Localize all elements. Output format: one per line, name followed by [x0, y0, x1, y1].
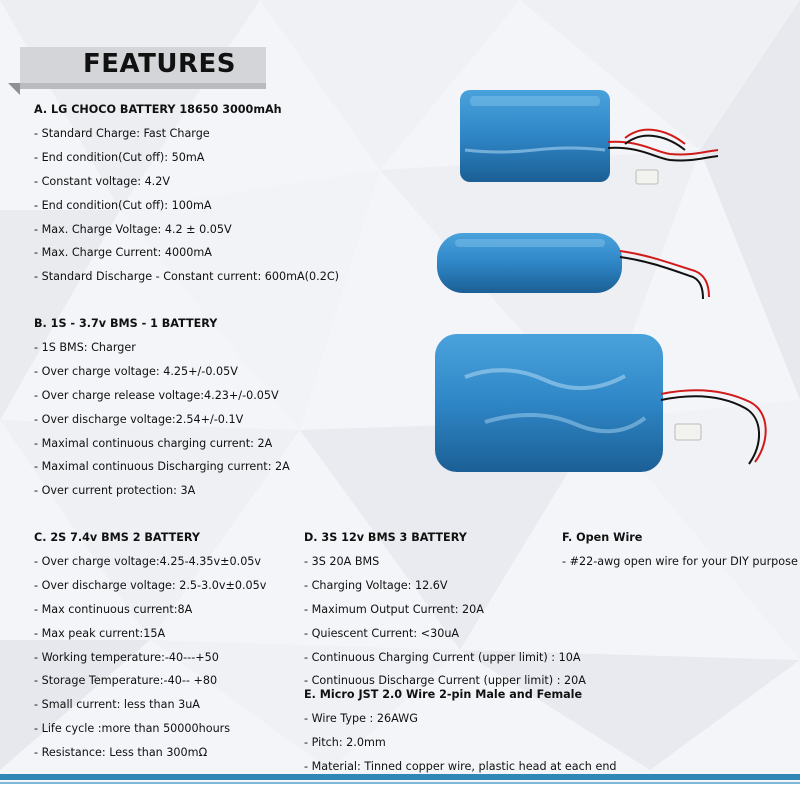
- section-f-open-wire: [562, 526, 798, 574]
- section-b-1s-bms: [34, 312, 290, 503]
- spec-item: - Max. Charge Current: 4000mA: [34, 246, 212, 260]
- spec-item: - Small current: less than 3uA: [34, 698, 200, 712]
- features-title: FEATURES: [83, 49, 236, 79]
- spec-item: - Max peak current:15A: [34, 626, 166, 640]
- spec-item: - Maximal continuous Discharging current: 2A: [34, 460, 290, 474]
- spec-item: - Over charge voltage:4.25-4.35v±0.05v: [34, 554, 262, 568]
- section-e-micro-jst-wire: [304, 683, 617, 779]
- spec-item: - Constant voltage: 4.2V: [34, 174, 171, 188]
- section-e-heading: E. Micro JST 2.0 Wire 2-pin Male and Female: [304, 688, 583, 701]
- spec-item: - Standard Discharge - Constant current: 600mA(0.2C): [34, 270, 340, 284]
- spec-item: - Max. Charge Voltage: 4.2 ± 0.05V: [34, 222, 232, 236]
- spec-item: - Over discharge voltage:2.54+/-0.1V: [34, 412, 244, 426]
- battery-pack-1s-photo: [425, 225, 715, 315]
- battery-pack-2s-photo: [440, 82, 720, 200]
- spec-item: - Storage Temperature:-40-- +80: [34, 674, 218, 688]
- spec-item: - Max continuous current:8A: [34, 602, 193, 616]
- spec-item: - Maximum Output Current: 20A: [304, 602, 484, 616]
- spec-item: - Material: Tinned copper wire, plastic head at each end: [304, 759, 617, 773]
- spec-item: - End condition(Cut off): 100mA: [34, 198, 212, 212]
- bottom-accent-bar: [0, 774, 800, 780]
- spec-item: - Over current protection: 3A: [34, 484, 196, 498]
- spec-item: - Over discharge voltage: 2.5-3.0v±0.05v: [34, 578, 267, 592]
- spec-item: - Continuous Discharge Current (upper limit) : 20A: [304, 674, 586, 688]
- bottom-accent-line: [0, 782, 800, 784]
- section-d-3s-bms: [304, 526, 586, 693]
- section-c-2s-bms: [34, 526, 266, 765]
- spec-item: - Pitch: 2.0mm: [304, 735, 386, 749]
- spec-item: - Continuous Charging Current (upper limit) : 10A: [304, 650, 581, 664]
- spec-item: - Charging Voltage: 12.6V: [304, 578, 448, 592]
- spec-item: - Standard Charge: Fast Charge: [34, 126, 210, 140]
- spec-item: - 1S BMS: Charger: [34, 340, 136, 354]
- spec-item: - Quiescent Current: <30uA: [304, 626, 460, 640]
- section-f-heading: F. Open Wire: [562, 531, 643, 544]
- section-a-heading: A. LG CHOCO BATTERY 18650 3000mAh: [34, 103, 282, 116]
- spec-item: - Maximal continuous charging current: 2A: [34, 436, 273, 450]
- spec-item: - 3S 20A BMS: [304, 554, 380, 568]
- spec-item: - #22-awg open wire for your DIY purpose: [562, 554, 798, 568]
- spec-item: - Wire Type : 26AWG: [304, 711, 418, 725]
- spec-item: - Over charge voltage: 4.25+/-0.05V: [34, 364, 238, 378]
- spec-item: - Resistance: Less than 300mΩ: [34, 746, 208, 760]
- spec-item: - Over charge release voltage:4.23+/-0.05V: [34, 388, 279, 402]
- battery-pack-3s-photo: [425, 332, 785, 482]
- spec-item: - Working temperature:-40---+50: [34, 650, 219, 664]
- section-b-heading: B. 1S - 3.7v BMS - 1 BATTERY: [34, 317, 218, 330]
- section-a-lg-choco-battery: [34, 98, 339, 289]
- section-c-heading: C. 2S 7.4v BMS 2 BATTERY: [34, 531, 200, 544]
- section-d-heading: D. 3S 12v BMS 3 BATTERY: [304, 531, 467, 544]
- spec-item: - Life cycle :more than 50000hours: [34, 722, 231, 736]
- spec-item: - End condition(Cut off): 50mA: [34, 150, 205, 164]
